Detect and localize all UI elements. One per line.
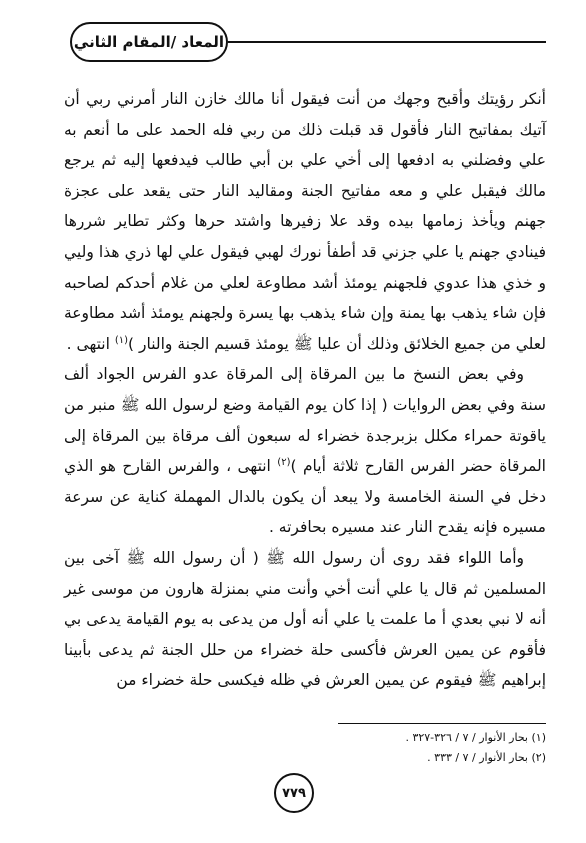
header-rule bbox=[228, 41, 546, 43]
paragraph-3: وأما اللواء فقد روى أن رسول الله ﷺ ( أن رسول الله ﷺ آخى بين المسلمين ثم قال يا علي أنت أخي وأنت مني بمنزلة هارون من موسى غير أنه لا نبي بعدي أ ما علمت يا علي أنه أول من يدعى به يوم القيامة يدعى بي فأقوم عن يمين العرش فأكسى حلة خضراء من حلل الجنة ثم يدعى بأبينا إبراهيم ﷺ فيقوم عن يمين العرش في ظله فيكسى حلة خضراء من bbox=[64, 548, 546, 690]
page-number: ٧٧٩ bbox=[274, 773, 314, 813]
footnote-rule bbox=[338, 723, 546, 724]
paragraph-1-text: أنكر رؤيتك وأقبح وجهك من أنت فيقول أنا مالك خازن النار أمرني ربي أن آتيك بمفاتيح النار فأقول قد قبلت ذلك من ربي فله الحمد على ما أنعم به علي وفضلني به ادفعها إلى أخي علي بن أبي طالب فيدفعها إليه ثم يرجع مالك فيقبل علي و معه مفاتيح الجنة ومقاليد النار حتى يقعد على عجزة جهنم ويأخذ زمامها بيده وقد علا زفيرها واشتد حرها وكثر تطاير شررها فينادي جهنم يا علي جزني قد أطفأ نورك لهبي فيقول علي لها ذري هذا وليي و خذي هذا عدوي فلجهنم يومئذ أشد مطاوعة لعلي من غلام أحدكم لصاحبه فإن شاء يذهب بها يمنة وإن شاء يذهب بها يسرة ولجهنم يومئذ أشد مطاوعة لعلي من جميع الخلائق وذلك أن عليا ﷺ يومئذ قسيم الجنة والنار ) bbox=[64, 90, 546, 353]
footnote-ref-2: (٢) bbox=[277, 456, 291, 468]
paragraph-2 bbox=[64, 359, 546, 543]
running-header bbox=[70, 22, 228, 62]
paragraph-1-tail: انتهى . bbox=[66, 334, 115, 353]
main-text bbox=[64, 84, 546, 696]
footnote-2: (٢) بحار الأنوار / ٧ / ٣٣٣ . bbox=[427, 751, 546, 764]
running-header-title: المعاد /المقام الثاني bbox=[73, 33, 225, 51]
paragraph-2-text: وفي بعض النسخ ما بين المرقاة إلى المرقاة عدو الفرس الجواد ألف سنة وفي بعض الروايات ( إذا كان يوم القيامة وضع لرسول الله ﷺ منبر من ياقوتة حمراء مكلل بزبرجدة خضراء له سبعون ألف مرقاة بين المرقاة إلى المرقاة حضر الفرس القارح ثلاثة أيام ) bbox=[64, 365, 546, 476]
paragraph-2-tail: انتهى ، والفرس القارح هو الذي دخل في السنة الخامسة ولا يبعد أن يكون بالدال المهملة كناية عن سرعة مسيره فإنه يقدح النار عند مسيره بحافرته . bbox=[64, 457, 546, 537]
footnotes bbox=[300, 728, 546, 768]
footnote-1: (١) بحار الأنوار / ٧ / ٣٢٦-٣٢٧ . bbox=[405, 731, 546, 744]
paragraph-1 bbox=[64, 84, 546, 359]
footnote-ref-1: (١) bbox=[114, 334, 129, 346]
